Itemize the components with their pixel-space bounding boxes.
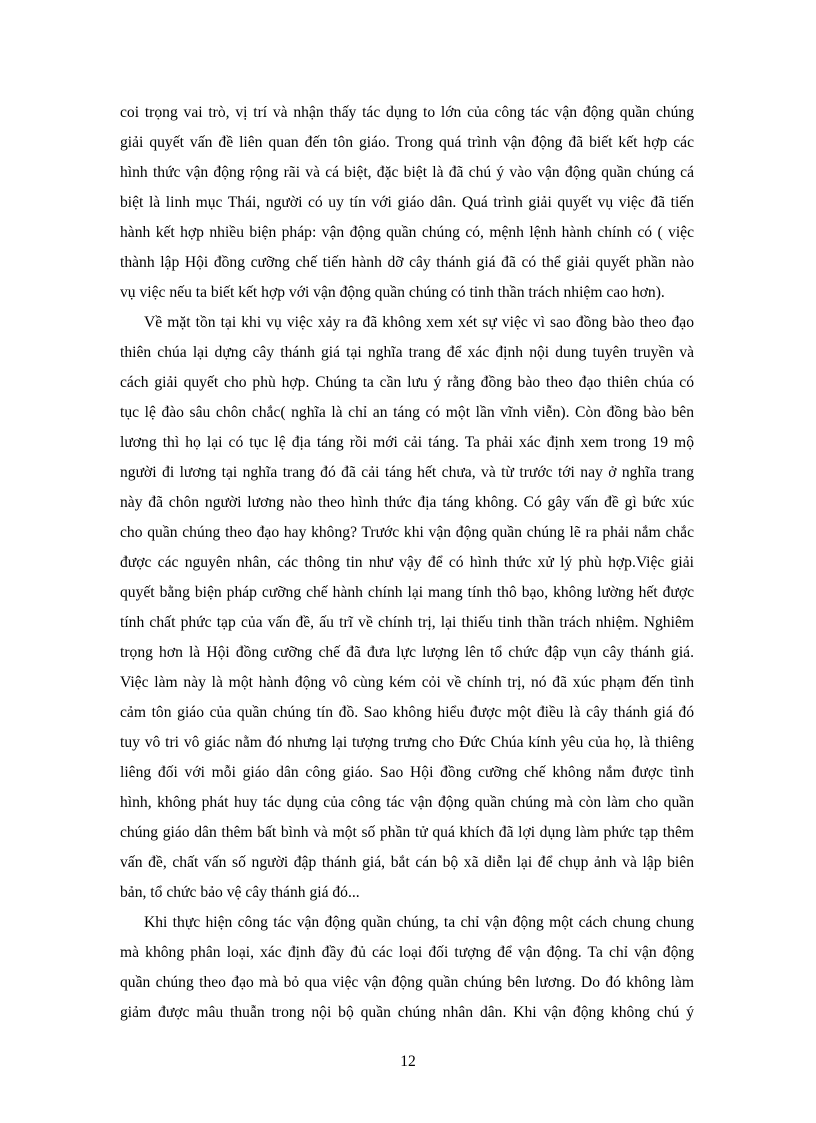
text-line: được các nguyên nhân, các thông tin như vậy để có hình thức xử lý phù hợp.Việc giải <box>120 554 694 571</box>
paragraph-2 <box>120 308 694 908</box>
text-line: biệt là linh mục Thái, người có uy tín với giáo dân. Quá trình giải quyết vụ việc đã tiến <box>120 194 694 211</box>
text-line: vụ việc nếu ta biết kết hợp với vận động quần chúng có tinh thần trách nhiệm cao hơn). <box>120 284 665 301</box>
text-line: quyết bằng biện pháp cưỡng chế hành chính lại mang tính thô bạo, không lường hết được <box>120 584 694 601</box>
text-line: người đi lương tại nghĩa trang đó đã cải táng hết chưa, và từ trước tới nay ở nghĩa trang <box>120 464 694 481</box>
text-line: liêng đối với mỗi giáo dân công giáo. Sao Hội đồng cưỡng chế không nắm được tình <box>120 764 694 781</box>
text-line: bản, tổ chức bảo vệ cây thánh giá đó... <box>120 884 360 901</box>
text-line: trọng hơn là Hội đồng cưỡng chế đã đưa lực lượng lên tổ chức đập vụn cây thánh giá. <box>120 644 694 661</box>
text-line: giảm được mâu thuẫn trong nội bộ quần chúng nhân dân. Khi vận động không chú ý <box>120 1004 694 1021</box>
paragraph-1 <box>120 98 694 308</box>
text-line: Khi thực hiện công tác vận động quần chúng, ta chỉ vận động một cách chung chung <box>144 914 694 931</box>
text-line: hành kết hợp nhiều biện pháp: vận động quần chúng có, mệnh lệnh hành chính có ( việc <box>120 224 694 241</box>
paragraph-3 <box>120 908 694 1028</box>
text-line: Về mặt tồn tại khi vụ việc xảy ra đã không xem xét sự việc vì sao đồng bào theo đạo <box>144 314 694 331</box>
text-line: Việc làm này là một hành động vô cùng kém cỏi về chính trị, nó đã xúc phạm đến tình <box>120 674 694 691</box>
text-line: tuy vô tri vô giác nằm đó nhưng lại tượng trưng cho Đức Chúa kính yêu của họ, là thiêng <box>120 734 694 751</box>
text-line: cho quần chúng theo đạo hay không? Trước khi vận động quần chúng lẽ ra phải nắm chắc <box>120 524 694 541</box>
text-line: giải quyết vấn đề liên quan đến tôn giáo. Trong quá trình vận động đã biết kết hợp các <box>120 134 694 151</box>
body-text <box>120 98 694 1028</box>
text-line: này đã chôn người lương nào theo hình thức địa táng không. Có gây vấn đề gì bức xúc <box>120 494 694 511</box>
text-line: lương thì họ lại có tục lệ địa táng rồi mới cải táng. Ta phải xác định xem trong 19 mộ <box>120 434 694 451</box>
text-line: coi trọng vai trò, vị trí và nhận thấy tác dụng to lớn của công tác vận động quần chúng <box>120 104 694 121</box>
text-line: quần chúng theo đạo mà bỏ qua việc vận động quần chúng bên lương. Do đó không làm <box>120 974 694 991</box>
text-line: hình, không phát huy tác dụng của công tác vận động quần chúng mà còn làm cho quần <box>120 794 694 811</box>
text-line: cách giải quyết cho phù hợp. Chúng ta cần lưu ý rằng đồng bào theo đạo thiên chúa có <box>120 374 694 391</box>
text-line: thiên chúa lại dựng cây thánh giá tại nghĩa trang để xác định nội dung tuyên truyền và <box>120 344 694 361</box>
text-line: thành lập Hội đồng cưỡng chế tiến hành dỡ cây thánh giá đã có thể giải quyết phần nào <box>120 254 694 271</box>
text-line: cảm tôn giáo của quần chúng tín đồ. Sao không hiểu được một điều là cây thánh giá đó <box>120 704 694 721</box>
text-line: hình thức vận động rộng rãi và cá biệt, đặc biệt là đã chú ý vào vận động quần chúng cá <box>120 164 694 181</box>
text-line: vấn đề, chất vấn số người đập thánh giá, bắt cán bộ xã diễn lại để chụp ảnh và lập biên <box>120 854 694 871</box>
page-number: 12 <box>400 1053 416 1070</box>
text-line: tục lệ đào sâu chôn chắc( nghĩa là chỉ an táng có một lần vĩnh viễn). Còn đồng bào bên <box>120 404 694 421</box>
text-line: chúng giáo dân thêm bất bình và một số phần tử quá khích đã lợi dụng làm phức tạp thêm <box>120 824 694 841</box>
text-line: tính chất phức tạp của vấn đề, ấu trĩ về chính trị, lại thiếu tinh thần trách nhiệm. Nghiêm <box>120 614 694 631</box>
text-line: mà không phân loại, xác định đầy đủ các loại đối tượng để vận động. Ta chỉ vận động <box>120 944 694 961</box>
